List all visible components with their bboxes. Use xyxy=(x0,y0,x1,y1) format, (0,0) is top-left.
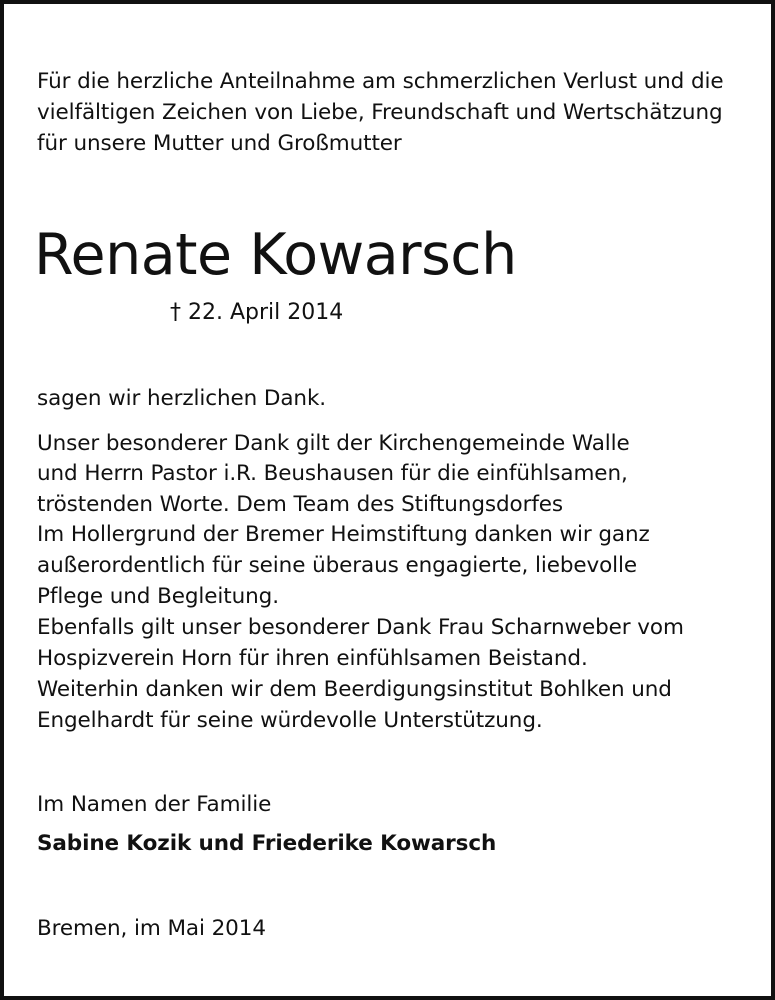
family-line: Im Namen der Familie xyxy=(37,792,272,817)
intro-line: vielfältigen Zeichen von Liebe, Freundschaft und Wertschätzung xyxy=(37,100,723,125)
deceased-name: Renate Kowarsch xyxy=(34,222,517,288)
body-line: tröstenden Worte. Dem Team des Stiftungsdorfes xyxy=(37,492,564,517)
body-line: und Herrn Pastor i.R. Beushausen für die einfühlsamen, xyxy=(37,461,628,486)
body-line: Ebenfalls gilt unser besonderer Dank Frau Scharnweber vom xyxy=(37,615,684,640)
place-date: Bremen, im Mai 2014 xyxy=(37,916,266,941)
death-date: † 22. April 2014 xyxy=(170,300,344,325)
body-line: Hospizverein Horn für ihren einfühlsamen Beistand. xyxy=(37,646,588,671)
body-line: Engelhardt für seine würdevolle Unterstützung. xyxy=(37,708,543,733)
signatories: Sabine Kozik und Friederike Kowarsch xyxy=(37,831,497,856)
body-line: Weiterhin danken wir dem Beerdigungsinstitut Bohlken und xyxy=(37,677,672,702)
body-line: Unser besonderer Dank gilt der Kirchengemeinde Walle xyxy=(37,431,630,456)
intro-line: für unsere Mutter und Großmutter xyxy=(37,131,402,156)
body-line: außerordentlich für seine überaus engagierte, liebevolle xyxy=(37,553,638,578)
intro-line: Für die herzliche Anteilnahme am schmerzlichen Verlust und die xyxy=(37,69,724,94)
thanks-line: sagen wir herzlichen Dank. xyxy=(37,386,327,411)
body-line: Im Hollergrund der Bremer Heimstiftung danken wir ganz xyxy=(37,522,650,547)
body-line: Pflege und Begleitung. xyxy=(37,584,279,609)
